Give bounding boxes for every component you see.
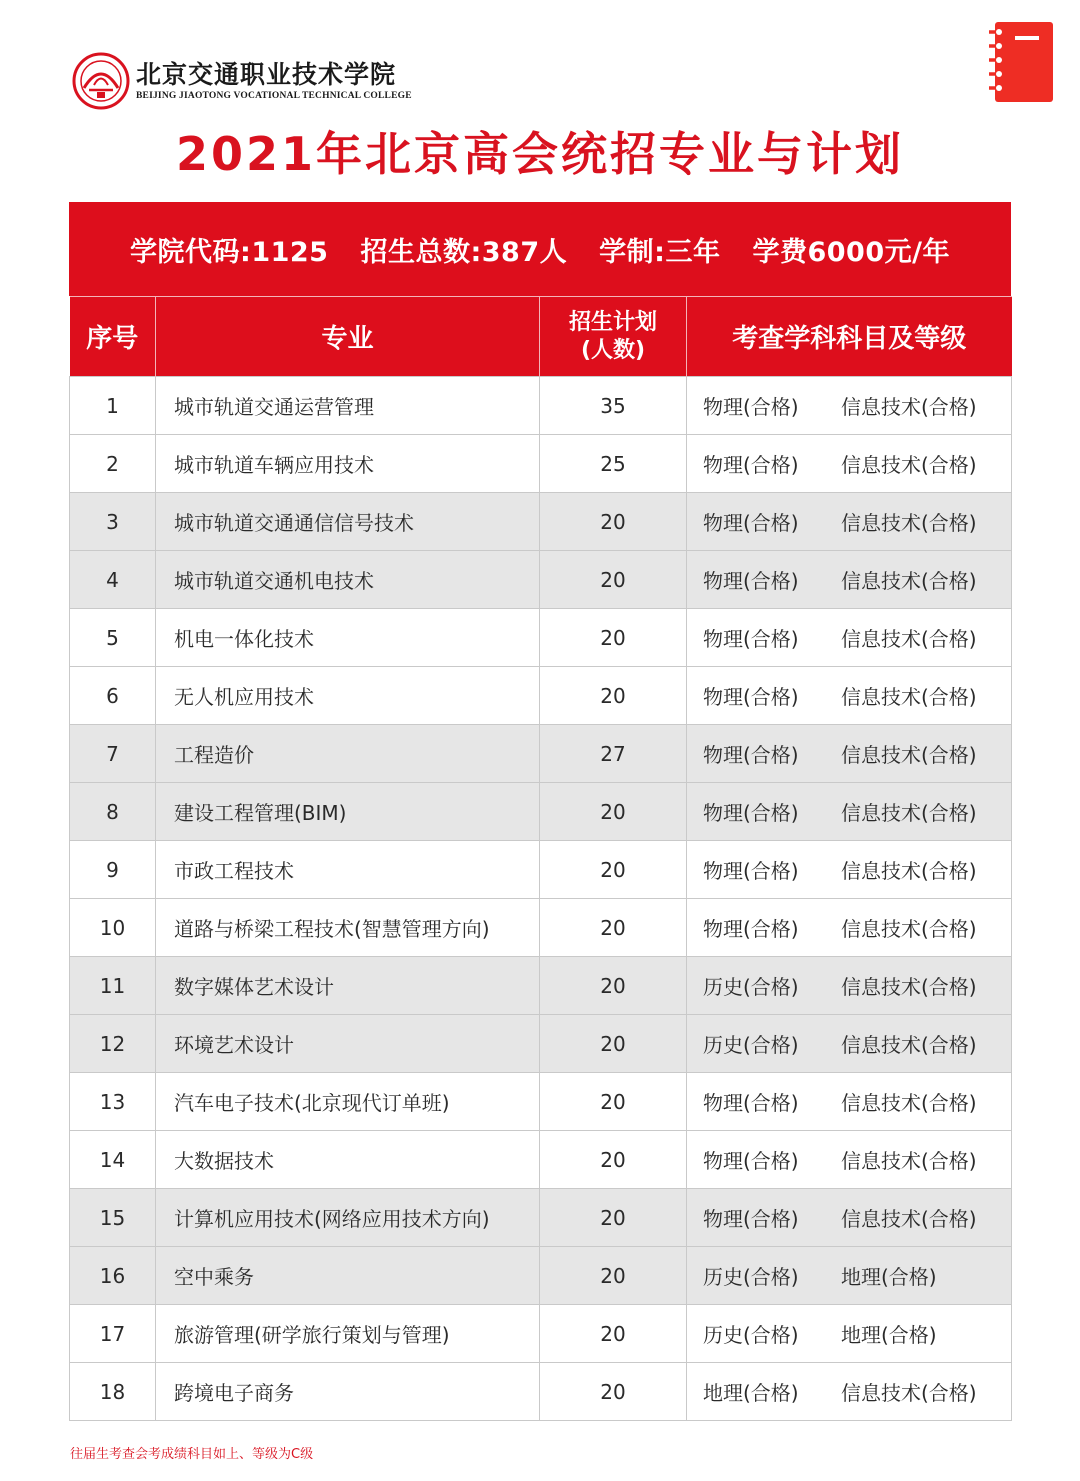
subject-1: 物理(合格) [703,627,799,651]
row-major: 城市轨道车辆应用技术 [156,435,540,493]
row-major: 大数据技术 [156,1131,540,1189]
table-row [70,783,1012,841]
row-number: 3 [70,493,156,551]
footnote: 往届生考查会考成绩科目如上、等级为C级 [70,1447,314,1462]
subject-2: 信息技术(合格) [841,511,977,535]
subject-1: 物理(合格) [703,801,799,825]
row-plan: 20 [540,1015,687,1073]
row-major: 跨境电子商务 [156,1363,540,1421]
header-plan [540,297,687,377]
row-number: 9 [70,841,156,899]
table-row [70,725,1012,783]
row-plan: 35 [540,377,687,435]
row-number: 1 [70,377,156,435]
row-subjects [687,377,1012,435]
subject-2: 信息技术(合格) [841,801,977,825]
row-plan: 20 [540,1131,687,1189]
row-major: 工程造价 [156,725,540,783]
row-subjects [687,957,1012,1015]
subject-2: 信息技术(合格) [841,569,977,593]
subject-2: 信息技术(合格) [841,1033,977,1057]
table-row [70,493,1012,551]
subject-2: 信息技术(合格) [841,859,977,883]
row-major: 无人机应用技术 [156,667,540,725]
college-name-cn: 北京交通职业技术学院 [136,60,397,89]
row-major: 市政工程技术 [156,841,540,899]
subject-1: 物理(合格) [703,685,799,709]
subject-2: 地理(合格) [841,1265,937,1289]
row-subjects [687,1247,1012,1305]
subject-2: 地理(合格) [841,1323,937,1347]
enrollment-table [69,202,1011,1421]
row-subjects [687,1189,1012,1247]
row-subjects [687,1131,1012,1189]
subject-1: 历史(合格) [703,975,799,999]
subject-1: 物理(合格) [703,917,799,941]
subject-1: 物理(合格) [703,511,799,535]
table-row [70,609,1012,667]
row-major: 环境艺术设计 [156,1015,540,1073]
row-number: 8 [70,783,156,841]
college-code: 学院代码:1125 [130,236,329,268]
table-row [70,1189,1012,1247]
row-number: 16 [70,1247,156,1305]
row-major: 道路与桥梁工程技术(智慧管理方向) [156,899,540,957]
row-subjects [687,1363,1012,1421]
table-row [70,435,1012,493]
table-row [70,551,1012,609]
subject-1: 物理(合格) [703,395,799,419]
row-subjects [687,609,1012,667]
row-major: 空中乘务 [156,1247,540,1305]
row-subjects [687,1073,1012,1131]
row-subjects [687,667,1012,725]
row-number: 13 [70,1073,156,1131]
notebook-icon [985,20,1055,104]
row-major: 旅游管理(研学旅行策划与管理) [156,1305,540,1363]
subject-2: 信息技术(合格) [841,917,977,941]
row-number: 2 [70,435,156,493]
enrollment-total: 招生总数:387人 [360,236,568,268]
row-plan: 20 [540,1073,687,1131]
table-row [70,1247,1012,1305]
row-number: 11 [70,957,156,1015]
header-major: 专业 [156,297,540,377]
row-number: 12 [70,1015,156,1073]
table-row [70,841,1012,899]
row-number: 18 [70,1363,156,1421]
table-header-row [70,297,1012,377]
row-subjects [687,841,1012,899]
header-no: 序号 [70,297,156,377]
college-seal-icon [72,52,130,110]
table-row [70,1015,1012,1073]
row-major: 建设工程管理(BIM) [156,783,540,841]
table-row [70,899,1012,957]
row-number: 7 [70,725,156,783]
subject-1: 地理(合格) [703,1381,799,1405]
table-row [70,667,1012,725]
subject-1: 物理(合格) [703,569,799,593]
header-subjects: 考查学科科目及等级 [687,297,1012,377]
subject-2: 信息技术(合格) [841,627,977,651]
study-duration: 学制:三年 [599,236,721,268]
college-name-en: BEIJING JIAOTONG VOCATIONAL TECHNICAL COLLEGE [136,91,412,101]
subject-1: 历史(合格) [703,1323,799,1347]
table-row [70,1073,1012,1131]
college-logo [72,52,412,110]
subject-1: 物理(合格) [703,1091,799,1115]
row-plan: 20 [540,1363,687,1421]
subject-2: 信息技术(合格) [841,453,977,477]
row-plan: 20 [540,957,687,1015]
table-row [70,1305,1012,1363]
row-plan: 20 [540,783,687,841]
subject-2: 信息技术(合格) [841,743,977,767]
table-row [70,1131,1012,1189]
page-title: 2021年北京高会统招专业与计划 [175,127,905,181]
row-major: 机电一体化技术 [156,609,540,667]
row-major: 计算机应用技术(网络应用技术方向) [156,1189,540,1247]
row-plan: 27 [540,725,687,783]
subject-1: 物理(合格) [703,859,799,883]
subject-1: 物理(合格) [703,1149,799,1173]
subject-1: 物理(合格) [703,1207,799,1231]
row-plan: 20 [540,551,687,609]
row-plan: 20 [540,667,687,725]
row-number: 6 [70,667,156,725]
subject-1: 物理(合格) [703,453,799,477]
row-number: 10 [70,899,156,957]
row-plan: 20 [540,1247,687,1305]
tuition-fee: 学费6000元/年 [752,236,950,268]
subject-2: 信息技术(合格) [841,1091,977,1115]
row-major: 数字媒体艺术设计 [156,957,540,1015]
header-plan-line1: 招生计划 [568,309,657,335]
row-subjects [687,551,1012,609]
info-bar [69,202,1011,296]
row-plan: 20 [540,899,687,957]
row-subjects [687,435,1012,493]
row-plan: 20 [540,493,687,551]
row-plan: 20 [540,609,687,667]
row-number: 4 [70,551,156,609]
row-subjects [687,1015,1012,1073]
table-row [70,377,1012,435]
row-number: 14 [70,1131,156,1189]
header-plan-line2: (人数) [580,337,646,363]
table-row [70,1363,1012,1421]
subject-2: 信息技术(合格) [841,1207,977,1231]
row-major: 城市轨道交通运营管理 [156,377,540,435]
subject-2: 信息技术(合格) [841,395,977,419]
row-number: 5 [70,609,156,667]
row-major: 汽车电子技术(北京现代订单班) [156,1073,540,1131]
row-subjects [687,899,1012,957]
subject-2: 信息技术(合格) [841,685,977,709]
row-plan: 20 [540,841,687,899]
row-number: 15 [70,1189,156,1247]
subject-1: 历史(合格) [703,1265,799,1289]
table-row [70,957,1012,1015]
row-plan: 25 [540,435,687,493]
row-number: 17 [70,1305,156,1363]
row-plan: 20 [540,1189,687,1247]
subject-2: 信息技术(合格) [841,975,977,999]
subject-1: 历史(合格) [703,1033,799,1057]
row-subjects [687,493,1012,551]
subject-2: 信息技术(合格) [841,1149,977,1173]
subject-1: 物理(合格) [703,743,799,767]
row-major: 城市轨道交通机电技术 [156,551,540,609]
row-subjects [687,725,1012,783]
row-subjects [687,783,1012,841]
subject-2: 信息技术(合格) [841,1381,977,1405]
row-plan: 20 [540,1305,687,1363]
row-major: 城市轨道交通通信信号技术 [156,493,540,551]
row-subjects [687,1305,1012,1363]
